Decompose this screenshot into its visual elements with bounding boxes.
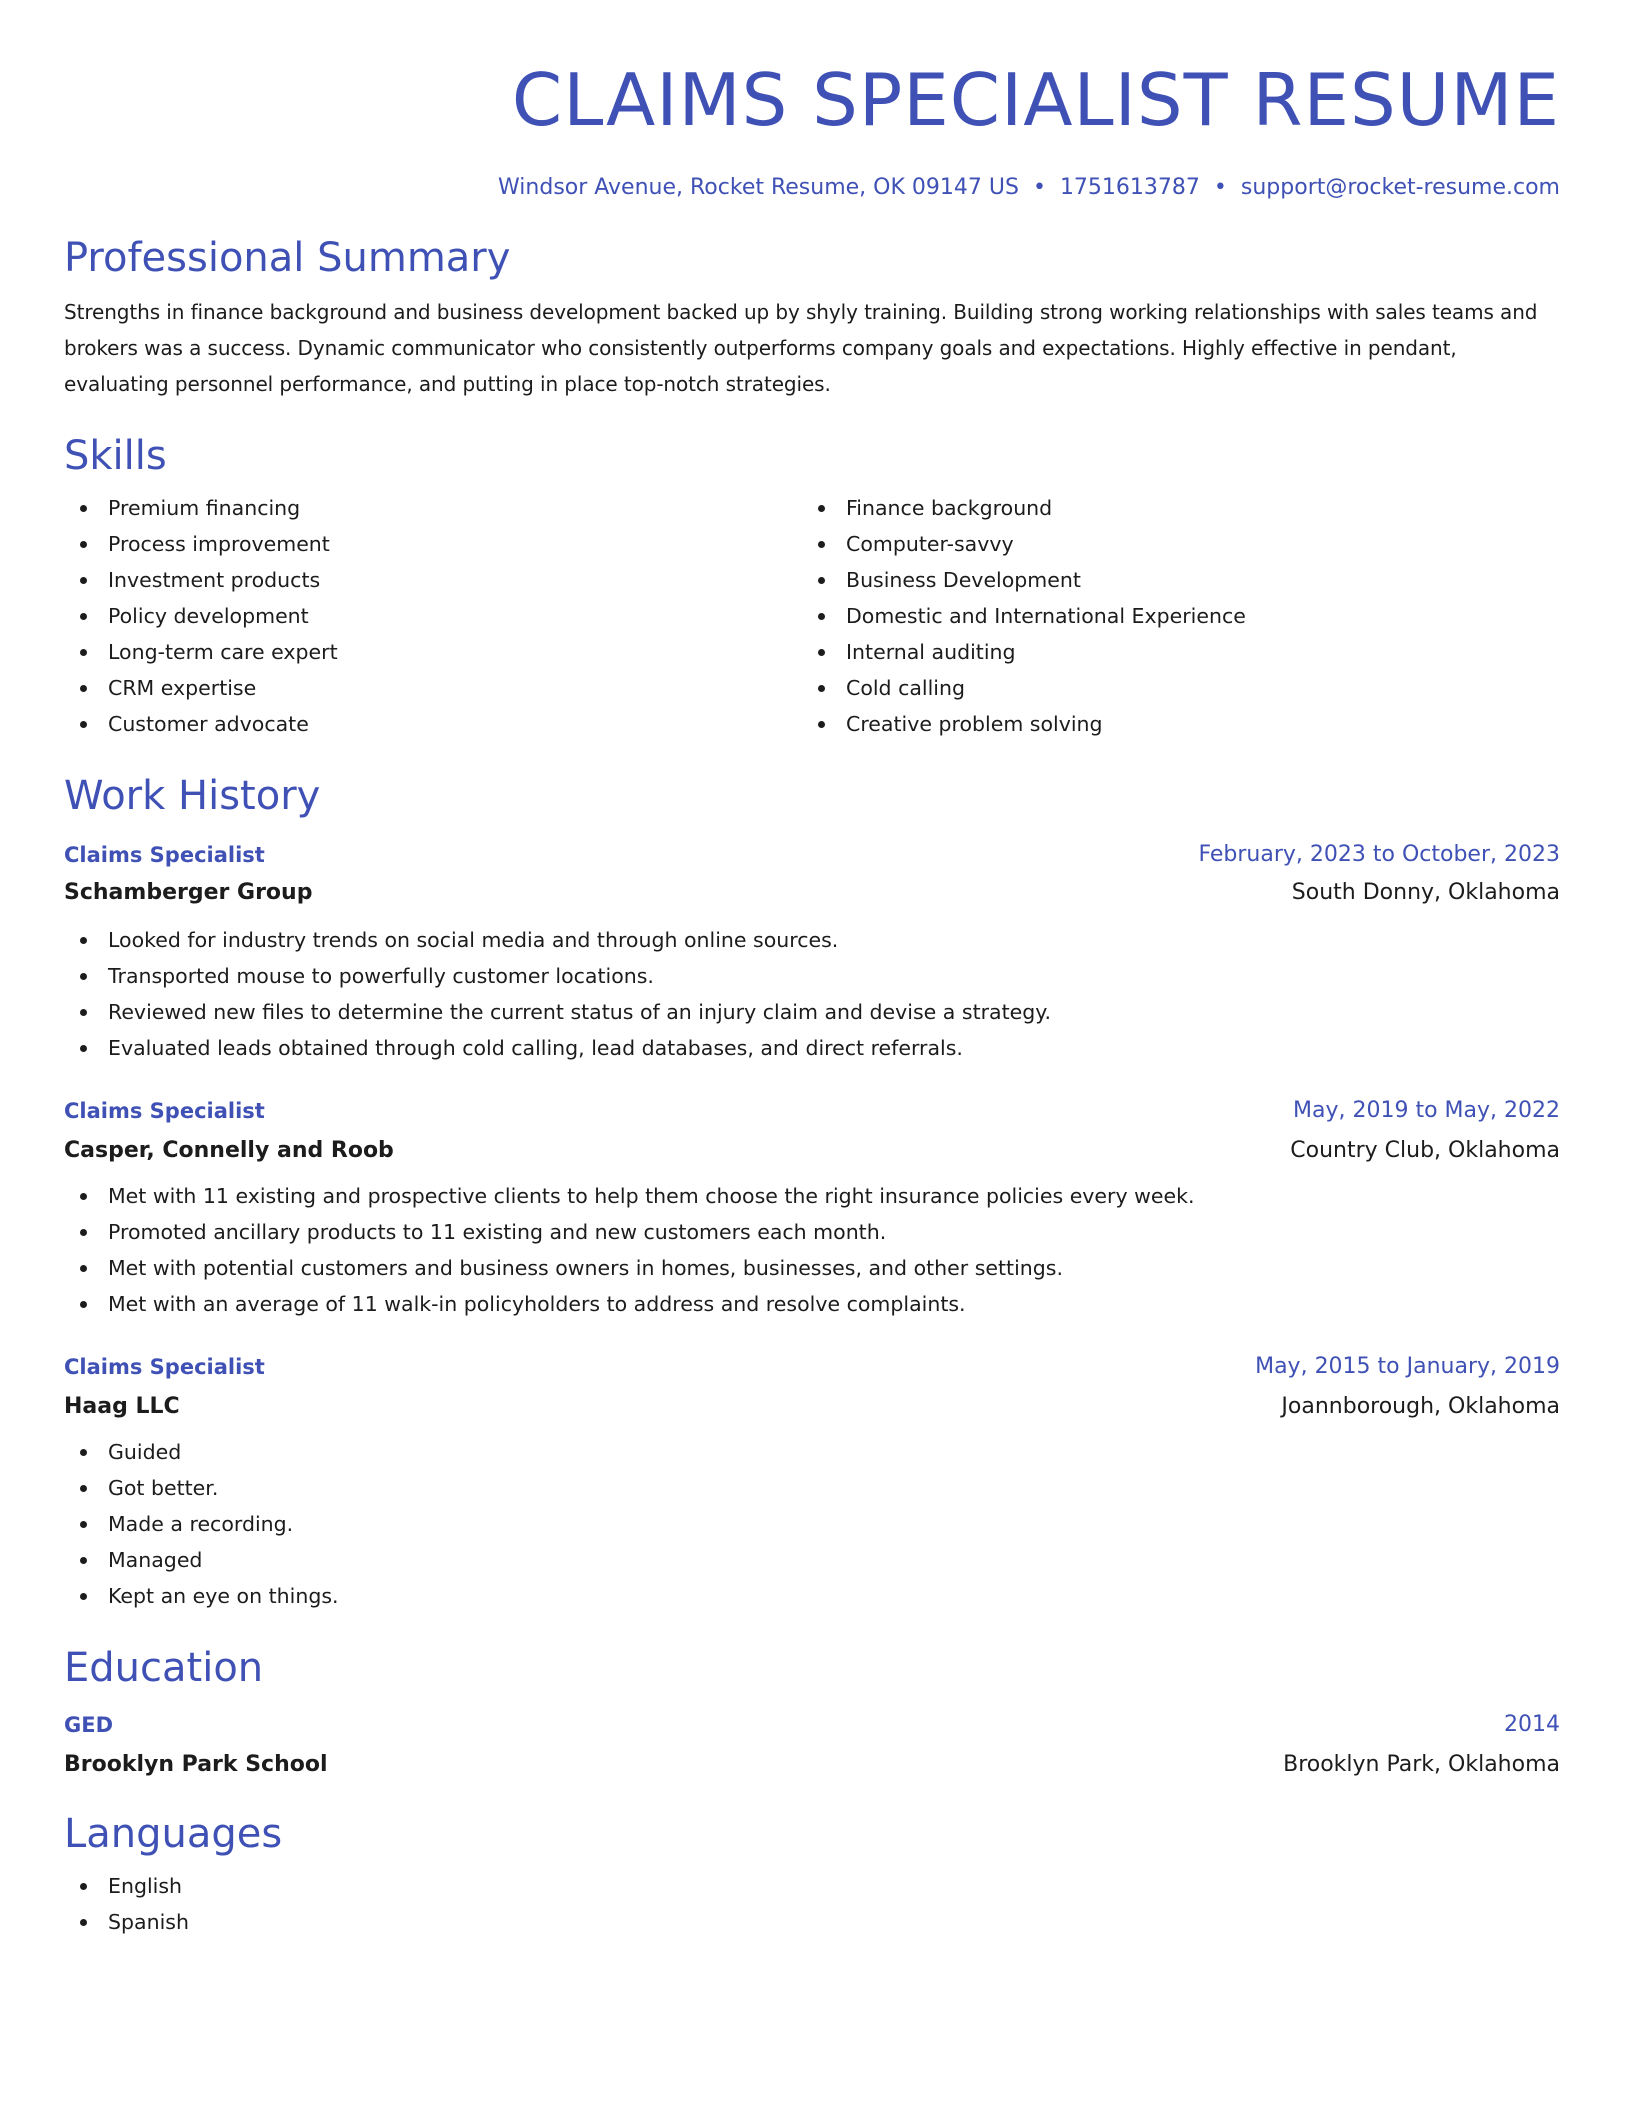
summary-text: Strengths in finance background and business development backed up by shyly training. Building strong working relationships with sales teams and brokers was a success. Dynamic communicator who consistently outperforms company goals and expectations. Highly effective in pendant, evaluating personnel performance, and putting in place top-notch strategies.: [64, 300, 1538, 396]
job-company-row: [64, 1392, 1560, 1422]
resume-title: CLAIMS SPECIALIST RESUME: [511, 58, 1560, 142]
job-dates: February, 2023 to October, 2023: [1198, 842, 1560, 867]
job-company: Schamberger Group: [64, 880, 313, 905]
contact-separator: •: [1213, 175, 1227, 200]
job-title: Claims Specialist: [64, 1355, 265, 1379]
job-duty: Reviewed new files to determine the current status of an injury claim and devise a strategy.: [64, 994, 1560, 1030]
contact-address: Windsor Avenue, Rocket Resume, OK 09147 US: [498, 175, 1019, 200]
job-duties-list: [64, 922, 1560, 1066]
language-item: English: [64, 1868, 1560, 1904]
education-heading: Education: [64, 1645, 264, 1691]
languages-section: [64, 1810, 1560, 1940]
job-duty: Kept an eye on things.: [64, 1578, 1560, 1614]
skill-item: Customer advocate: [64, 706, 802, 742]
job-header-row: [64, 1096, 1560, 1126]
skill-item: Finance background: [802, 490, 1540, 526]
education-school-row: [64, 1750, 1560, 1780]
job-location: South Donny, Oklahoma: [1291, 880, 1560, 905]
job-duty: Met with 11 existing and prospective clients to help them choose the right insurance policies every week.: [64, 1178, 1560, 1214]
job-duty: Met with potential customers and business owners in homes, businesses, and other settings.: [64, 1250, 1560, 1286]
languages-list: [64, 1868, 1560, 1940]
job-company-row: [64, 1136, 1560, 1166]
job-location: Joannborough, Oklahoma: [1281, 1394, 1560, 1419]
summary-section: [64, 234, 1560, 402]
work-history-section: [64, 772, 1560, 1614]
skill-item: Domestic and International Experience: [802, 598, 1540, 634]
skill-item: Long-term care expert: [64, 634, 802, 670]
summary-heading: Professional Summary: [64, 235, 511, 281]
skill-item: Business Development: [802, 562, 1540, 598]
contact-phone: 1751613787: [1059, 175, 1200, 200]
job-title: Claims Specialist: [64, 1099, 265, 1123]
language-item: Spanish: [64, 1904, 1560, 1940]
skills-columns: [64, 490, 1560, 742]
job-duties-list: [64, 1434, 1560, 1614]
job-duty: Made a recording.: [64, 1506, 1560, 1542]
skill-item: Investment products: [64, 562, 802, 598]
job-duty: Got better.: [64, 1470, 1560, 1506]
skills-heading: Skills: [64, 433, 167, 479]
work-history-heading: Work History: [64, 773, 321, 819]
job-entry: [64, 840, 1560, 1066]
job-duty: Promoted ancillary products to 11 existing and new customers each month.: [64, 1214, 1560, 1250]
education-header-row: [64, 1710, 1560, 1740]
job-title: Claims Specialist: [64, 843, 265, 867]
job-duty: Looked for industry trends on social media and through online sources.: [64, 922, 1560, 958]
skills-right-list: [802, 490, 1540, 742]
job-location: Country Club, Oklahoma: [1290, 1138, 1560, 1163]
job-company: Haag LLC: [64, 1394, 180, 1419]
job-duty: Managed: [64, 1542, 1560, 1578]
job-duties-list: [64, 1178, 1560, 1322]
skill-item: CRM expertise: [64, 670, 802, 706]
skill-item: Policy development: [64, 598, 802, 634]
job-header-row: [64, 840, 1560, 870]
job-duty: Met with an average of 11 walk-in policyholders to address and resolve complaints.: [64, 1286, 1560, 1322]
job-entry: [64, 1352, 1560, 1614]
education-school: Brooklyn Park School: [64, 1752, 328, 1777]
contact-email: support@rocket-resume.com: [1240, 175, 1560, 200]
job-dates: May, 2015 to January, 2019: [1255, 1354, 1560, 1379]
job-header-row: [64, 1352, 1560, 1382]
job-company: Casper, Connelly and Roob: [64, 1138, 394, 1163]
resume-page: [64, 0, 1560, 1940]
education-section: [64, 1644, 1560, 1780]
skill-item: Creative problem solving: [802, 706, 1540, 742]
skills-left-list: [64, 490, 802, 742]
job-duty: Transported mouse to powerfully customer locations.: [64, 958, 1560, 994]
skill-item: Cold calling: [802, 670, 1540, 706]
job-entry: [64, 1096, 1560, 1322]
contact-line: [64, 174, 1560, 202]
job-duty: Evaluated leads obtained through cold calling, lead databases, and direct referrals.: [64, 1030, 1560, 1066]
skill-item: Computer-savvy: [802, 526, 1540, 562]
job-company-row: [64, 878, 1560, 908]
contact-separator: •: [1032, 175, 1046, 200]
education-year: 2014: [1504, 1712, 1560, 1737]
skill-item: Internal auditing: [802, 634, 1540, 670]
skill-item: Premium financing: [64, 490, 802, 526]
job-duty: Guided: [64, 1434, 1560, 1470]
skill-item: Process improvement: [64, 526, 802, 562]
education-degree: GED: [64, 1713, 114, 1737]
languages-heading: Languages: [64, 1811, 283, 1857]
skills-section: [64, 432, 1560, 742]
education-location: Brooklyn Park, Oklahoma: [1283, 1752, 1560, 1777]
job-dates: May, 2019 to May, 2022: [1293, 1098, 1560, 1123]
